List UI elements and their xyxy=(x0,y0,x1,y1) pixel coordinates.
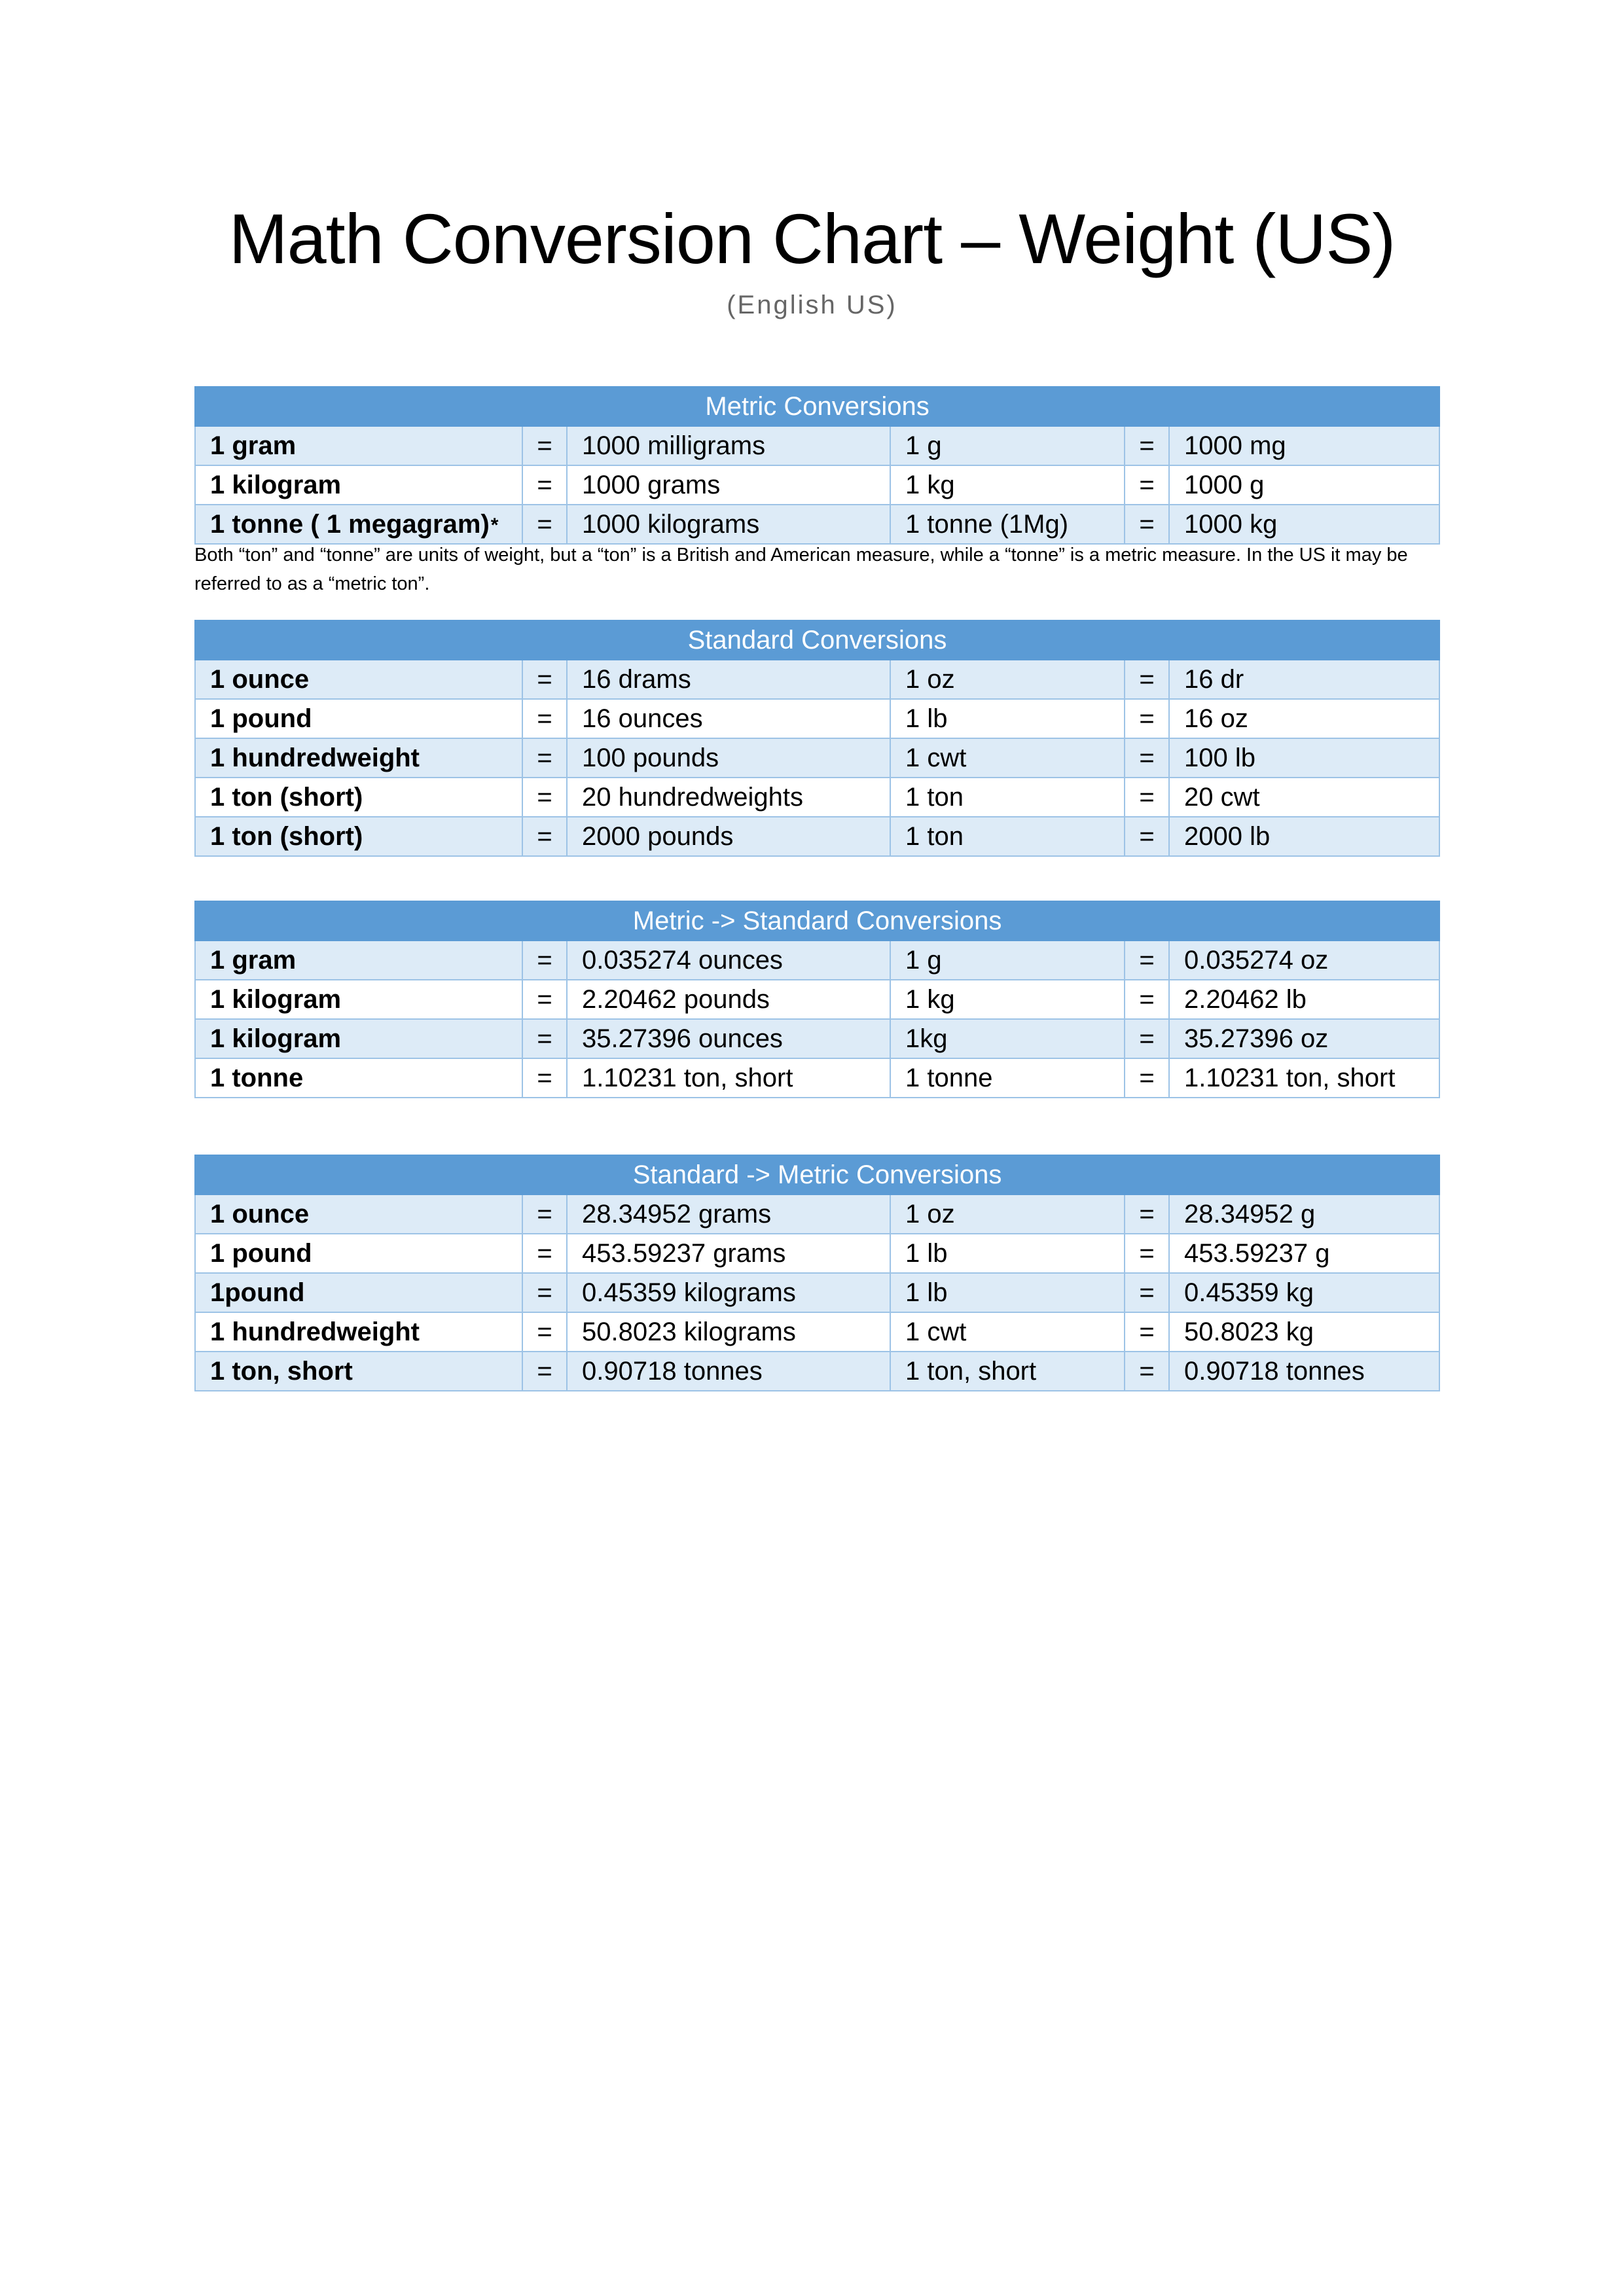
unit-name: 1 tonne xyxy=(195,1058,522,1098)
table-row xyxy=(195,1019,1439,1058)
unit-name: 1 hundredweight xyxy=(195,738,522,778)
abbreviated-value: 0.035274 oz xyxy=(1169,941,1439,980)
equals-sign: = xyxy=(1125,1312,1169,1352)
equals-sign: = xyxy=(522,738,567,778)
unit-name: 1pound xyxy=(195,1273,522,1312)
unit-value: 1000 grams xyxy=(567,465,890,505)
metric-conversions-section xyxy=(194,386,1439,545)
table-row xyxy=(195,1312,1439,1352)
equals-sign: = xyxy=(522,505,567,544)
equals-sign: = xyxy=(522,1058,567,1098)
equals-sign: = xyxy=(1125,660,1169,699)
equals-sign: = xyxy=(522,1312,567,1352)
abbreviated-value: 0.45359 kg xyxy=(1169,1273,1439,1312)
equals-sign: = xyxy=(522,1273,567,1312)
unit-abbreviation: 1 ton, short xyxy=(890,1352,1125,1391)
unit-abbreviation: 1 ton xyxy=(890,817,1125,856)
abbreviated-value: 16 dr xyxy=(1169,660,1439,699)
table-row xyxy=(195,660,1439,699)
equals-sign: = xyxy=(1125,980,1169,1019)
equals-sign: = xyxy=(1125,465,1169,505)
equals-sign: = xyxy=(522,1352,567,1391)
metric-conversions-table xyxy=(194,386,1440,545)
table-row xyxy=(195,1058,1439,1098)
unit-value: 28.34952 grams xyxy=(567,1194,890,1234)
equals-sign: = xyxy=(522,465,567,505)
unit-value: 453.59237 grams xyxy=(567,1234,890,1273)
unit-value: 0.90718 tonnes xyxy=(567,1352,890,1391)
unit-value: 1.10231 ton, short xyxy=(567,1058,890,1098)
metric-to-standard-section xyxy=(194,901,1439,1098)
unit-abbreviation: 1 kg xyxy=(890,465,1125,505)
abbreviated-value: 1000 mg xyxy=(1169,426,1439,465)
table-row xyxy=(195,1234,1439,1273)
unit-abbreviation: 1 oz xyxy=(890,660,1125,699)
standard-to-metric-section xyxy=(194,1155,1439,1391)
unit-abbreviation: 1 lb xyxy=(890,1234,1125,1273)
unit-value: 50.8023 kilograms xyxy=(567,1312,890,1352)
abbreviated-value: 2.20462 lb xyxy=(1169,980,1439,1019)
equals-sign: = xyxy=(522,1019,567,1058)
unit-name: 1 kilogram xyxy=(195,465,522,505)
equals-sign: = xyxy=(1125,1019,1169,1058)
equals-sign: = xyxy=(522,1234,567,1273)
abbreviated-value: 16 oz xyxy=(1169,699,1439,738)
unit-abbreviation: 1 tonne (1Mg) xyxy=(890,505,1125,544)
unit-name: 1 pound xyxy=(195,699,522,738)
table-row xyxy=(195,1352,1439,1391)
equals-sign: = xyxy=(522,660,567,699)
table-row xyxy=(195,738,1439,778)
equals-sign: = xyxy=(1125,1058,1169,1098)
unit-abbreviation: 1 lb xyxy=(890,699,1125,738)
unit-abbreviation: 1kg xyxy=(890,1019,1125,1058)
standard-conversions-section xyxy=(194,620,1439,857)
unit-value: 16 ounces xyxy=(567,699,890,738)
unit-abbreviation: 1 g xyxy=(890,941,1125,980)
abbreviated-value: 0.90718 tonnes xyxy=(1169,1352,1439,1391)
standard-conversions-table xyxy=(194,620,1440,857)
abbreviated-value: 2000 lb xyxy=(1169,817,1439,856)
equals-sign: = xyxy=(522,817,567,856)
page-title: Math Conversion Chart – Weight (US) xyxy=(228,199,1396,278)
unit-value: 16 drams xyxy=(567,660,890,699)
unit-name: 1 gram xyxy=(195,426,522,465)
unit-value: 35.27396 ounces xyxy=(567,1019,890,1058)
unit-value: 1000 kilograms xyxy=(567,505,890,544)
unit-abbreviation: 1 tonne xyxy=(890,1058,1125,1098)
unit-name: 1 kilogram xyxy=(195,1019,522,1058)
unit-name xyxy=(195,505,522,544)
abbreviated-value: 35.27396 oz xyxy=(1169,1019,1439,1058)
equals-sign: = xyxy=(522,980,567,1019)
unit-abbreviation: 1 kg xyxy=(890,980,1125,1019)
table-row xyxy=(195,505,1439,544)
table-header: Standard Conversions xyxy=(195,620,1439,660)
equals-sign: = xyxy=(522,1194,567,1234)
table-row xyxy=(195,980,1439,1019)
unit-value: 2.20462 pounds xyxy=(567,980,890,1019)
table-row xyxy=(195,465,1439,505)
equals-sign: = xyxy=(1125,426,1169,465)
table-row xyxy=(195,941,1439,980)
unit-name: 1 ton (short) xyxy=(195,817,522,856)
unit-abbreviation: 1 cwt xyxy=(890,1312,1125,1352)
unit-name: 1 pound xyxy=(195,1234,522,1273)
unit-abbreviation: 1 ton xyxy=(890,778,1125,817)
equals-sign: = xyxy=(1125,1234,1169,1273)
unit-name-text: 1 tonne ( 1 megagram) xyxy=(210,509,490,539)
table-row xyxy=(195,778,1439,817)
equals-sign: = xyxy=(522,426,567,465)
unit-name: 1 hundredweight xyxy=(195,1312,522,1352)
unit-name: 1 ounce xyxy=(195,660,522,699)
metric-to-standard-table xyxy=(194,901,1440,1098)
abbreviated-value: 50.8023 kg xyxy=(1169,1312,1439,1352)
unit-name: 1 gram xyxy=(195,941,522,980)
abbreviated-value: 100 lb xyxy=(1169,738,1439,778)
unit-name: 1 ounce xyxy=(195,1194,522,1234)
equals-sign: = xyxy=(1125,778,1169,817)
table-header: Metric -> Standard Conversions xyxy=(195,901,1439,941)
unit-abbreviation: 1 lb xyxy=(890,1273,1125,1312)
abbreviated-value: 1.10231 ton, short xyxy=(1169,1058,1439,1098)
equals-sign: = xyxy=(1125,941,1169,980)
unit-name: 1 ton, short xyxy=(195,1352,522,1391)
abbreviated-value: 1000 kg xyxy=(1169,505,1439,544)
unit-name: 1 ton (short) xyxy=(195,778,522,817)
equals-sign: = xyxy=(522,699,567,738)
unit-value: 2000 pounds xyxy=(567,817,890,856)
unit-value: 100 pounds xyxy=(567,738,890,778)
equals-sign: = xyxy=(1125,699,1169,738)
abbreviated-value: 453.59237 g xyxy=(1169,1234,1439,1273)
unit-abbreviation: 1 oz xyxy=(890,1194,1125,1234)
equals-sign: = xyxy=(1125,505,1169,544)
equals-sign: = xyxy=(1125,1273,1169,1312)
standard-to-metric-table xyxy=(194,1155,1440,1391)
equals-sign: = xyxy=(1125,1352,1169,1391)
equals-sign: = xyxy=(1125,1194,1169,1234)
abbreviated-value: 20 cwt xyxy=(1169,778,1439,817)
unit-value: 1000 milligrams xyxy=(567,426,890,465)
table-row xyxy=(195,426,1439,465)
table-row xyxy=(195,1273,1439,1312)
table-row xyxy=(195,1194,1439,1234)
footnote-asterisk: * xyxy=(490,514,499,536)
unit-value: 0.035274 ounces xyxy=(567,941,890,980)
equals-sign: = xyxy=(1125,817,1169,856)
unit-name: 1 kilogram xyxy=(195,980,522,1019)
table-header: Metric Conversions xyxy=(195,387,1439,426)
unit-abbreviation: 1 g xyxy=(890,426,1125,465)
table-header: Standard -> Metric Conversions xyxy=(195,1155,1439,1194)
unit-value: 0.45359 kilograms xyxy=(567,1273,890,1312)
footnote: Both “ton” and “tonne” are units of weight, but a “ton” is a British and American measure, while a “tonne” is a metric measure. In the US it may be referred to as a “metric ton”. xyxy=(194,545,1408,594)
table-row xyxy=(195,817,1439,856)
unit-value: 20 hundredweights xyxy=(567,778,890,817)
equals-sign: = xyxy=(1125,738,1169,778)
abbreviated-value: 28.34952 g xyxy=(1169,1194,1439,1234)
equals-sign: = xyxy=(522,941,567,980)
unit-abbreviation: 1 cwt xyxy=(890,738,1125,778)
page-subtitle: (English US) xyxy=(727,291,897,319)
table-row xyxy=(195,699,1439,738)
equals-sign: = xyxy=(522,778,567,817)
abbreviated-value: 1000 g xyxy=(1169,465,1439,505)
